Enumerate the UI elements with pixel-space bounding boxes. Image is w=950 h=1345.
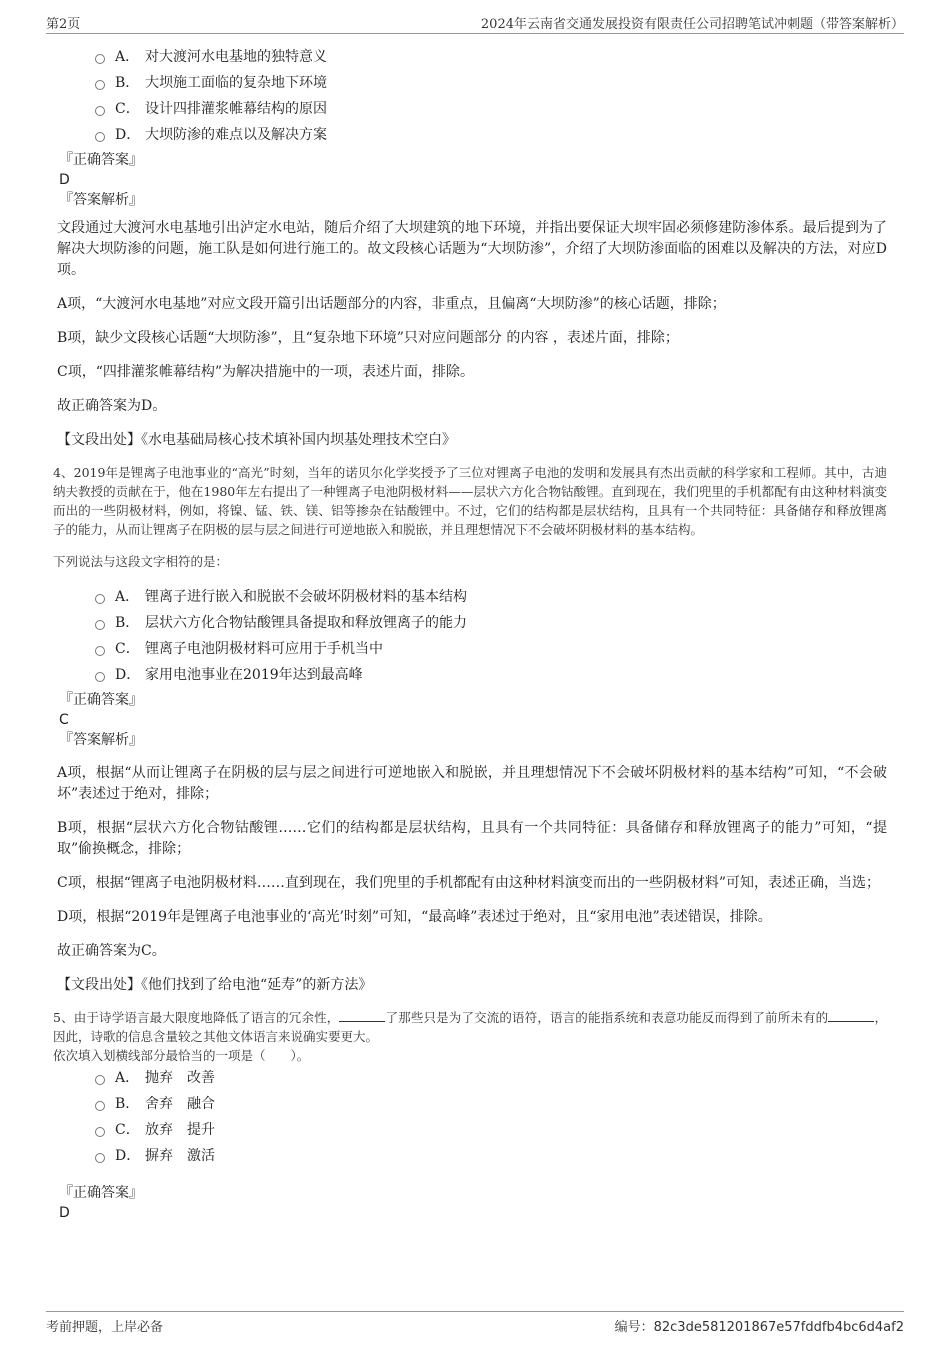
q4-analysis-d: D项，根据“2019年是锂离子电池事业的‘高光’时刻”可知，“最高峰”表述过于绝对，且“家用电池”表述错误，排除。	[57, 909, 772, 925]
q3-analysis-b: B项，缺少文段核心话题“大坝防渗”，且“复杂地下环境”只对应问题部分 的内容 ，表述片面，排除；	[57, 330, 679, 346]
q5-option-d[interactable]: D． 摒弃 激活	[95, 1143, 887, 1169]
document-code: 编号：82c3de581201867e57fddfb4bc6d4af2	[614, 1320, 904, 1335]
q4-option-d[interactable]: D． 家用电池事业在2019年达到最高峰	[95, 662, 887, 688]
q3-analysis-label: 『答案解析』	[59, 192, 143, 208]
q4-conclusion: 故正确答案为C。	[57, 943, 166, 959]
q3-option-d[interactable]: D． 大坝防渗的难点以及解决方案	[95, 122, 887, 148]
radio-icon[interactable]	[95, 1075, 105, 1085]
q3-source: 【文段出处】《水电基础局核心技术填补国内坝基处理技术空白》	[57, 432, 456, 448]
q4-source: 【文段出处】《他们找到了给电池“延寿”的新方法》	[57, 977, 373, 993]
q4-option-b[interactable]: B． 层状六方化合物钴酸锂具备提取和释放锂离子的能力	[95, 610, 887, 636]
q5-option-c[interactable]: C． 放弃 提升	[95, 1117, 887, 1143]
document-title: 2024年云南省交通发展投资有限责任公司招聘笔试冲刺题（带答案解析）	[480, 17, 904, 32]
q5-option-a[interactable]: A． 抛弃 改善	[95, 1065, 887, 1091]
q4-answer: C	[59, 712, 69, 728]
q3-option-a[interactable]: A． 对大渡河水电基地的独特意义	[95, 44, 887, 70]
q3-option-c[interactable]: C． 设计四排灌浆帷幕结构的原因	[95, 96, 887, 122]
q4-option-c[interactable]: C． 锂离子电池阴极材料可应用于手机当中	[95, 636, 887, 662]
q5-options	[57, 1065, 887, 1169]
footer-slogan: 考前押题，上岸必备	[46, 1320, 164, 1335]
q5-option-b[interactable]: B． 舍弃 融合	[95, 1091, 887, 1117]
page-number: 第2页	[46, 17, 81, 32]
page-header	[46, 11, 904, 34]
q4-question: 下列说法与这段文字相符的是：	[53, 554, 229, 569]
q4-option-a[interactable]: A． 锂离子进行嵌入和脱嵌不会破坏阴极材料的基本结构	[95, 584, 887, 610]
radio-icon[interactable]	[95, 80, 105, 90]
q3-analysis-a: A项，“大渡河水电基地”对应文段开篇引出话题部分的内容，非重点，且偏离“大坝防渗”的核心话题，排除；	[57, 296, 726, 312]
q3-analysis-summary: 文段通过大渡河水电基地引出泸定水电站，随后介绍了大坝建筑的地下环境，并指出要保证大坝牢固必须修建防渗体系。最后提到为了解决大坝防渗的问题，施工队是如何进行施工的。故文段核心话题为“大坝防渗”，介绍了大坝防渗面临的困难以及解决的方法，对应D项。	[57, 220, 887, 278]
q3-option-b[interactable]: B． 大坝施工面临的复杂地下环境	[95, 70, 887, 96]
q4-stem: 4、2019年是锂离子电池事业的“高光”时刻，当年的诺贝尔化学奖授予了三位对锂离子电池的发明和发展具有杰出贡献的科学家和工程师。其中，古迪纳夫教授的贡献在于，他在1980年左右提出了一种锂离子电池阴极材料——层状六方化合物钴酸锂。直到现在，我们兜里的手机都配有由这种材料演变而出的一些阴极材料，例如，将镍、锰、铁、镁、铝等掺杂在钴酸锂中。不过，它们的结构都是层状结构，且具有一个共同特征：具备储存和释放锂离子的能力，从而让锂离子在阴极的层与层之间进行可逆地嵌入和脱嵌，并且理想情况下不会破坏阴极材料的基本结构。	[53, 465, 887, 537]
radio-icon[interactable]	[95, 672, 105, 682]
radio-icon[interactable]	[95, 594, 105, 604]
q3-analysis-c: C项，“四排灌浆帷幕结构”为解决措施中的一项，表述片面，排除。	[57, 364, 475, 380]
q3-conclusion: 故正确答案为D。	[57, 398, 167, 414]
radio-icon[interactable]	[95, 106, 105, 116]
radio-icon[interactable]	[95, 54, 105, 64]
q3-options	[57, 44, 887, 148]
radio-icon[interactable]	[95, 646, 105, 656]
radio-icon[interactable]	[95, 1153, 105, 1163]
q4-analysis-c: C项，根据“锂离子电池阴极材料……直到现在，我们兜里的手机都配有由这种材料演变而出的一些阴极材料”可知，表述正确，当选；	[57, 875, 881, 891]
q3-answer-label: 『正确答案』	[59, 152, 143, 168]
radio-icon[interactable]	[95, 1101, 105, 1111]
q4-analysis-a: A项，根据“从而让锂离子在阴极的层与层之间进行可逆地嵌入和脱嵌，并且理想情况下不会破坏阴极材料的基本结构”可知，“不会破坏”表述过于绝对，排除；	[57, 765, 887, 802]
fill-blank-1[interactable]	[339, 1009, 385, 1022]
q4-analysis-b: B项，根据“层状六方化合物钴酸锂……它们的结构都是层状结构，且具有一个共同特征：具备储存和释放锂离子的能力”可知，“提取”偷换概念，排除；	[57, 820, 887, 857]
fill-blank-2[interactable]	[828, 1009, 874, 1022]
q5-stem: 5、由于诗学语言最大限度地降低了语言的冗余性， 了那些只是为了交流的语符，语言的能指系统和表意功能反而得到了前所未有的 ，因此，诗歌的信息含量较之其他文体语言来说确实要更大。	[53, 1010, 887, 1044]
q4-options	[57, 584, 887, 688]
radio-icon[interactable]	[95, 1127, 105, 1137]
q3-answer: D	[59, 172, 70, 188]
q5-answer: D	[59, 1205, 70, 1221]
radio-icon[interactable]	[95, 620, 105, 630]
radio-icon[interactable]	[95, 132, 105, 142]
q5-answer-label: 『正确答案』	[59, 1185, 143, 1201]
q5-question: 依次填入划横线部分最恰当的一项是（ ）。	[53, 1048, 310, 1063]
q4-analysis-label: 『答案解析』	[59, 732, 143, 748]
q4-answer-label: 『正确答案』	[59, 692, 143, 708]
document-body	[53, 44, 887, 1223]
page-footer	[46, 1311, 904, 1338]
